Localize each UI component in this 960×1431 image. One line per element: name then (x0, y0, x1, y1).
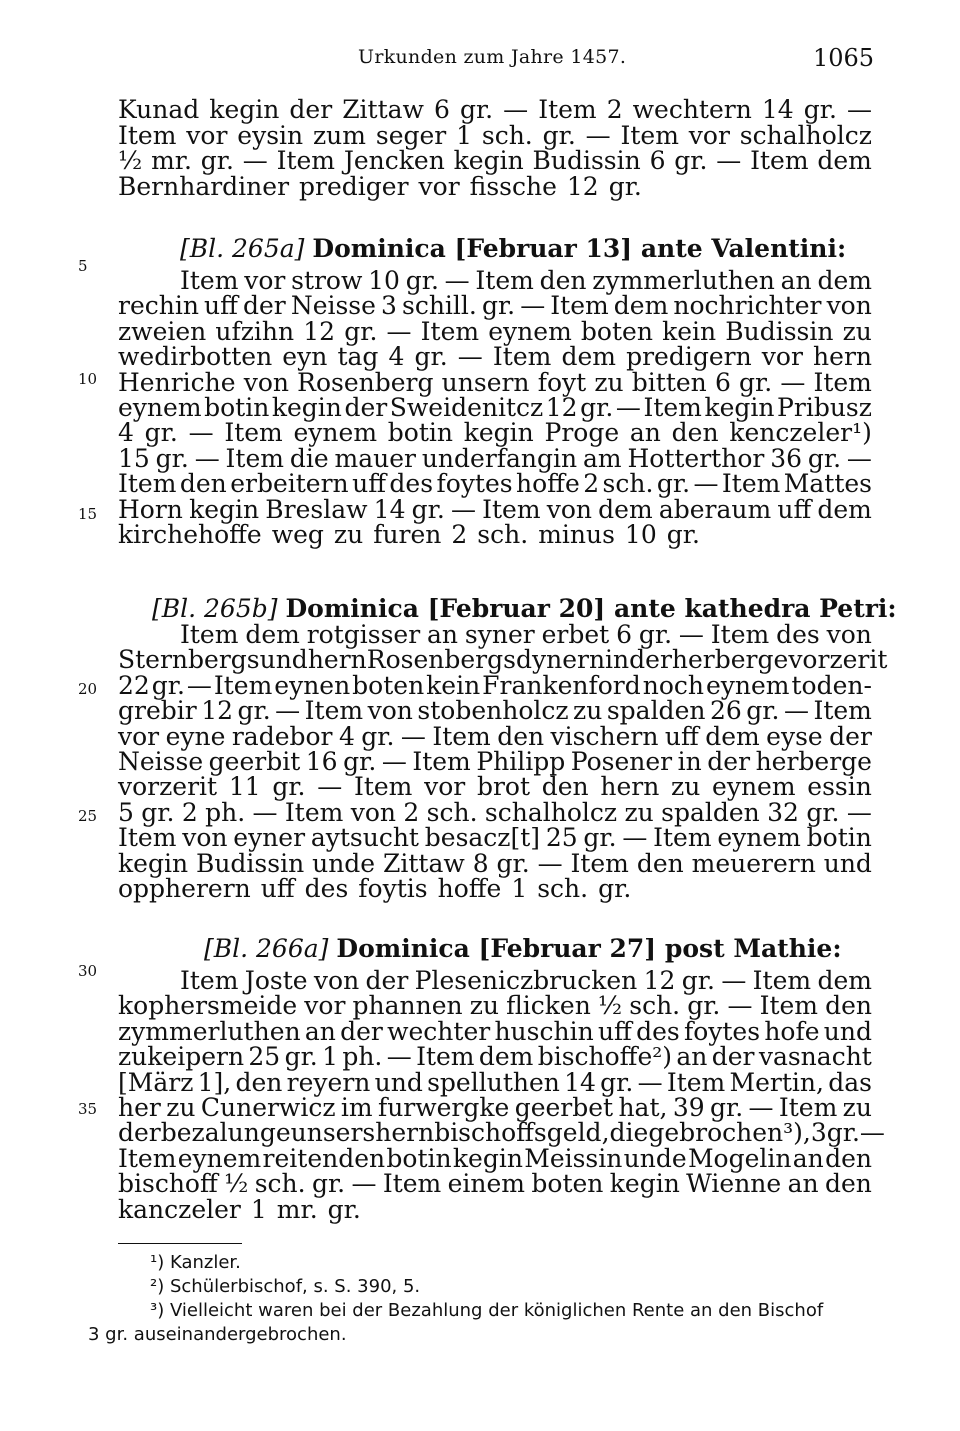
text-line: Item den erbeitern uff des foytes hoffe 2 sch. gr. — Item Mattes (118, 469, 872, 499)
folio-reference: [Bl. 265a] (180, 234, 305, 263)
text-line: vorzerit 11 gr. — Item vor brot den hern zu eynem essin (118, 772, 872, 802)
text-line: ½ mr. gr. — Item Jencken kegin Budissin 6 gr. — Item dem (118, 146, 872, 176)
text-line: bischoff ½ sch. gr. — Item einem boten kegin Wienne an den (118, 1169, 872, 1199)
margin-line-number: 20 (78, 680, 98, 698)
footnote: ²) Schülerbischof, s. S. 390, 5. (150, 1276, 421, 1297)
section-title: Dominica [Februar 13] ante Valentini: (312, 234, 847, 263)
text-line: 15 gr. — Item die mauer underfangin am Hotterthor 36 gr. — (118, 443, 872, 473)
footnote: 3 gr. auseinandergebrochen. (88, 1324, 347, 1345)
text-line: Sternbergs und hern Rosenbergs dynern in der herberge vorzerit (118, 645, 888, 675)
footnote: ¹) Kanzler. (150, 1252, 241, 1273)
text-line: kanczeler 1 mr. gr. (118, 1194, 361, 1224)
text-line: Item vor eysin zum seger 1 sch. gr. — Item vor schalholcz (118, 120, 872, 150)
margin-line-number: 10 (78, 370, 98, 388)
text-line: 4 gr. — Item eynem botin kegin Proge an den kenczeler¹) (118, 418, 872, 448)
text-line: grebir 12 gr. — Item von stobenholcz zu spalden 26 gr. — Item (118, 696, 872, 726)
text-line: zukeipern 25 gr. 1 ph. — Item dem bischoffe²) an der vasnacht (118, 1042, 872, 1072)
text-line: vor eyne radebor 4 gr. — Item den vischern uff dem eyse der (118, 721, 872, 751)
section-title: Dominica [Februar 20] ante kathedra Petri: (285, 594, 897, 623)
text-line: Kunad kegin der Zittaw 6 gr. — Item 2 wechtern 14 gr. — (118, 95, 872, 124)
section-heading (180, 232, 846, 266)
text-line: her zu Cunerwicz im furwergke geerbet hat, 39 gr. — Item zu (118, 1093, 872, 1122)
text-line: rechin uff der Neisse 3 schill. gr. — Item dem nochrichter von (118, 291, 872, 321)
footnote: ³) Vielleicht waren bei der Bezahlung der königlichen Rente an den Bischof (150, 1300, 824, 1321)
text-line: kirchehoffe weg zu furen 2 sch. minus 10 gr. (118, 520, 700, 549)
text-line: Horn kegin Breslaw 14 gr. — Item von dem aberaum uff dem (118, 494, 872, 524)
margin-line-number: 5 (78, 257, 88, 275)
text-line: [März 1], den reyern und spelluthen 14 gr. — Item Mertin, das (118, 1067, 872, 1097)
text-line: eynem botin kegin der Sweidenitcz 12 gr. — Item kegin Pribusz (118, 393, 872, 422)
text-line: kophersmeide vor phannen zu flicken ½ sch. gr. — Item den (118, 991, 872, 1021)
running-header: Urkunden zum Jahre 1457. (358, 46, 627, 68)
text-line: Item eynem reitenden botin kegin Meissin unde Mogelin an den (118, 1143, 872, 1173)
text-line: oppherern uff des foytis hoffe 1 sch. gr. (118, 874, 632, 903)
text-line: Item vor strow 10 gr. — Item den zymmerluthen an dem (180, 266, 872, 295)
margin-line-number: 15 (78, 505, 98, 523)
margin-line-number: 30 (78, 962, 98, 980)
margin-line-number: 25 (78, 807, 98, 825)
text-line: Item dem rotgisser an syner erbet 6 gr. — Item des von (180, 620, 872, 649)
section-heading (204, 932, 842, 966)
margin-line-number: 35 (78, 1100, 98, 1118)
footnote-rule (118, 1243, 242, 1244)
section-title: Dominica [Februar 27] post Mathie: (336, 934, 842, 963)
text-line: Item von eyner aytsucht besacz[t] 25 gr. — Item eynem botin (118, 823, 872, 853)
folio-reference: [Bl. 266a] (204, 934, 329, 963)
text-line: 22 gr. — Item eynen boten kein Frankenford noch eynem toden- (118, 670, 872, 700)
text-line: zweien ufzihn 12 gr. — Item eynem boten kein Budissin zu (118, 316, 872, 346)
text-line: kegin Budissin unde Zittaw 8 gr. — Item den meuerern und (118, 848, 872, 878)
text-line: wedirbotten eyn tag 4 gr. — Item dem predigern vor hern (118, 342, 872, 372)
text-line: Neisse geerbit 16 gr. — Item Philipp Posener in der herberge (118, 747, 872, 776)
text-line: zymmerluthen an der wechter huschin uff des foytes hofe und (118, 1016, 872, 1046)
page-number: 1065 (813, 44, 875, 72)
text-line: Bernhardiner prediger vor fissche 12 gr. (118, 171, 642, 201)
text-line: Item Joste von der Pleseniczbrucken 12 gr. — Item dem (180, 966, 872, 995)
text-line: 5 gr. 2 ph. — Item von 2 sch. schalholcz zu spalden 32 gr. — (118, 797, 872, 827)
folio-reference: [Bl. 265b] (152, 594, 278, 623)
text-line: Henriche von Rosenberg unsern foyt zu bitten 6 gr. — Item (118, 367, 872, 397)
text-line: der bezalunge unsers hern bischoffs geld, die gebrochen³), 3 gr. — (118, 1118, 885, 1148)
